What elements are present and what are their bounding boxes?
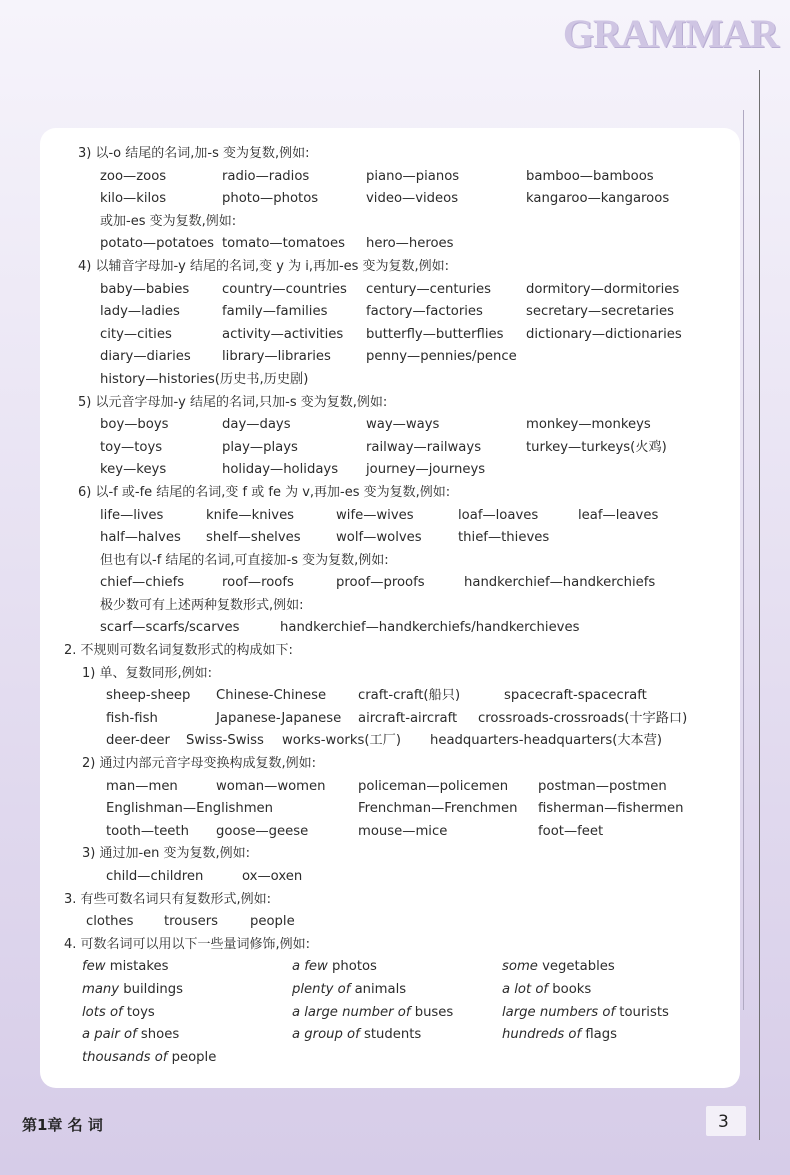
- quantifier-example: [292, 1002, 453, 1025]
- quantifier-word: hundreds of: [502, 1027, 582, 1043]
- plural-example: works-works(工厂): [282, 733, 401, 749]
- noun-word: toys: [122, 1004, 155, 1020]
- plural-example: roof—roofs: [222, 575, 294, 591]
- plural-example: journey—journeys: [366, 462, 486, 478]
- quantifier-example: [502, 979, 591, 1002]
- example-row: [64, 730, 744, 753]
- example-row: [64, 188, 744, 211]
- example-row: [64, 414, 744, 437]
- quantifier-word: some: [502, 959, 538, 975]
- plural-example: city—cities: [100, 326, 172, 342]
- plural-example: half—halves: [100, 530, 181, 546]
- example-row: [64, 279, 744, 302]
- plural-example: child—children: [106, 869, 204, 884]
- noun-word: animals: [350, 981, 407, 997]
- plural-example: policeman—policemen: [358, 778, 509, 794]
- plural-example: chief—chiefs: [100, 575, 185, 591]
- example-row: [64, 979, 744, 1002]
- example-row: [64, 708, 744, 731]
- quantifier-word: plenty of: [292, 981, 351, 997]
- plural-example: piano—pianos: [366, 168, 460, 184]
- page-footer: [0, 1092, 790, 1152]
- noun-word: tourists: [615, 1004, 669, 1020]
- plural-example: scarf—scarfs/scarves: [100, 620, 240, 636]
- rule-text: 4. 可数名词可以用以下一些量词修饰,例如:: [64, 936, 311, 952]
- quantifier-word: a lot of: [502, 981, 549, 997]
- quantifier-example: [82, 1002, 155, 1025]
- plural-example: sheep-sheep: [106, 688, 191, 704]
- plural-example: penny—pennies/pence: [366, 349, 517, 365]
- example-row: [64, 346, 744, 369]
- rule-text: 1) 单、复数同形,例如:: [82, 665, 212, 681]
- rule-text: 4) 以辅音字母加-y 结尾的名词,变 y 为 i,再加-es 变为复数,例如:: [78, 258, 450, 274]
- rule-text: 5) 以元音字母加-y 结尾的名词,只加-s 变为复数,例如:: [78, 394, 388, 410]
- plural-example: dictionary—dictionaries: [526, 326, 682, 342]
- noun-word: photos: [327, 959, 377, 975]
- example-row: [64, 459, 744, 482]
- example-row: [64, 617, 744, 640]
- page-number: 3: [718, 1112, 729, 1132]
- rule-heading: [64, 640, 744, 663]
- plural-example: loaf—loaves: [458, 507, 539, 523]
- quantifier-example: [82, 1024, 179, 1047]
- example-row: [64, 956, 744, 979]
- noun-word: books: [548, 981, 592, 997]
- plural-example: people: [250, 914, 295, 930]
- plural-example: goose—geese: [216, 823, 309, 839]
- rule-heading: [64, 595, 744, 618]
- example-row: [64, 324, 744, 347]
- rule-heading: [64, 392, 744, 415]
- rule-heading: [64, 211, 744, 234]
- plural-example: mouse—mice: [358, 823, 448, 839]
- plural-example: craft-craft(船只): [358, 688, 461, 704]
- noun-word: flags: [581, 1027, 617, 1043]
- plural-example: turkey—turkeys(火鸡): [526, 439, 667, 455]
- example-row: [64, 1024, 744, 1047]
- rule-text: 3. 有些可数名词只有复数形式,例如:: [64, 891, 272, 907]
- plural-example: way—ways: [366, 417, 440, 433]
- plural-example: zoo—zoos: [100, 168, 167, 184]
- quantifier-word: many: [82, 981, 120, 997]
- plural-example: handkerchief—handkerchiefs: [464, 575, 656, 591]
- chapter-label: 第1章 名 词: [22, 1116, 103, 1134]
- plural-example: radio—radios: [222, 168, 310, 184]
- plural-example: aircraft-aircraft: [358, 710, 458, 726]
- quantifier-word: a large number of: [292, 1004, 411, 1020]
- plural-example: fisherman—fishermen: [538, 801, 684, 817]
- example-row: [64, 776, 744, 799]
- plural-example: secretary—secretaries: [526, 304, 674, 320]
- rule-heading: [64, 889, 744, 912]
- plural-example: key—keys: [100, 462, 167, 478]
- example-row: [64, 866, 744, 889]
- example-row: [64, 911, 744, 934]
- plural-example: butterfly—butterflies: [366, 326, 504, 342]
- rule-heading: [64, 482, 744, 505]
- plural-example: railway—railways: [366, 439, 482, 455]
- rule-heading: [64, 843, 744, 866]
- plural-example: trousers: [164, 914, 219, 930]
- example-row: [64, 505, 744, 528]
- plural-example: holiday—holidays: [222, 462, 339, 478]
- plural-example: baby—babies: [100, 281, 190, 297]
- rule-text: 但也有以-f 结尾的名词,可直接加-s 变为复数,例如:: [100, 552, 389, 568]
- plural-example: dormitory—dormitories: [526, 281, 680, 297]
- quantifier-example: [292, 979, 406, 1002]
- rule-text: 6) 以-f 或-fe 结尾的名词,变 f 或 fe 为 v,再加-es 变为复数,例如:: [78, 484, 451, 500]
- quantifier-example: [292, 956, 377, 979]
- example-row: [64, 166, 744, 189]
- brand-title: GRAMMAR: [562, 11, 778, 56]
- quantifier-example: [82, 1047, 216, 1070]
- plural-example: crossroads-crossroads(十字路口): [478, 710, 688, 726]
- quantifier-example: [502, 1024, 617, 1047]
- margin-rule: [759, 70, 760, 1140]
- noun-word: mistakes: [105, 959, 169, 975]
- noun-word: vegetables: [537, 959, 615, 975]
- rule-heading: [64, 753, 744, 776]
- plural-example: toy—toys: [100, 439, 163, 455]
- quantifier-word: large numbers of: [502, 1004, 616, 1020]
- plural-example: library—libraries: [222, 349, 331, 365]
- rule-text: 极少数可有上述两种复数形式,例如:: [100, 597, 304, 613]
- plural-example: tomato—tomatoes: [222, 236, 345, 252]
- plural-example: lady—ladies: [100, 304, 180, 320]
- plural-example: foot—feet: [538, 823, 604, 839]
- example-row: [64, 233, 744, 256]
- example-row: [64, 798, 744, 821]
- plural-example: Frenchman—Frenchmen: [358, 801, 518, 817]
- quantifier-word: thousands of: [82, 1049, 168, 1065]
- example-row: [64, 1047, 744, 1070]
- plural-example: kilo—kilos: [100, 191, 167, 207]
- rule-heading: [64, 663, 744, 686]
- example-row: [64, 527, 744, 550]
- rule-heading: [64, 934, 744, 957]
- plural-example: diary—diaries: [100, 349, 191, 365]
- plural-example: photo—photos: [222, 191, 319, 207]
- example-row: [64, 685, 744, 708]
- quantifier-word: lots of: [82, 1004, 123, 1020]
- plural-example: Swiss-Swiss: [186, 733, 264, 749]
- plural-example: woman—women: [216, 778, 326, 794]
- plural-example: Englishman—Englishmen: [106, 801, 274, 817]
- grammar-content: [64, 143, 744, 1069]
- plural-example: video—videos: [366, 191, 459, 207]
- plural-example: clothes: [86, 914, 134, 930]
- plural-example: fish-fish: [106, 710, 158, 726]
- noun-word: buses: [410, 1004, 454, 1020]
- plural-example: monkey—monkeys: [526, 417, 651, 433]
- plural-example: leaf—leaves: [578, 507, 659, 523]
- quantifier-example: [82, 956, 169, 979]
- plural-example: family—families: [222, 304, 328, 320]
- plural-example: thief—thieves: [458, 530, 550, 546]
- plural-example: postman—postmen: [538, 778, 667, 794]
- rule-text: 3) 通过加-en 变为复数,例如:: [82, 846, 251, 862]
- plural-example: spacecraft-spacecraft: [504, 688, 647, 704]
- rule-text: 2) 通过内部元音字母变换构成复数,例如:: [82, 756, 316, 772]
- quantifier-example: [292, 1024, 421, 1047]
- plural-example: man—men: [106, 778, 178, 794]
- plural-example: boy—boys: [100, 417, 169, 433]
- noun-word: students: [359, 1027, 422, 1043]
- plural-example: tooth—teeth: [106, 823, 189, 839]
- plural-example: wolf—wolves: [336, 530, 422, 546]
- noun-word: shoes: [136, 1027, 180, 1043]
- plural-example: century—centuries: [366, 281, 491, 297]
- noun-word: people: [167, 1049, 217, 1065]
- plural-example: factory—factories: [366, 304, 483, 320]
- quantifier-word: a group of: [292, 1027, 360, 1043]
- plural-example: hero—heroes: [366, 236, 454, 252]
- plural-example: day—days: [222, 417, 291, 433]
- plural-example: shelf—shelves: [206, 530, 301, 546]
- plural-example: ox—oxen: [242, 869, 303, 884]
- plural-example: Japanese-Japanese: [216, 710, 342, 726]
- quantifier-example: [502, 1002, 669, 1025]
- plural-example: kangaroo—kangaroos: [526, 191, 670, 207]
- plural-example: deer-deer: [106, 733, 170, 749]
- example-row: [64, 369, 744, 392]
- plural-example: activity—activities: [222, 326, 344, 342]
- plural-example: proof—proofs: [336, 575, 425, 591]
- rule-heading: [64, 143, 744, 166]
- noun-word: buildings: [119, 981, 183, 997]
- quantifier-example: [502, 956, 615, 979]
- plural-example: knife—knives: [206, 507, 295, 523]
- example-row: [64, 821, 744, 844]
- plural-example: play—plays: [222, 439, 298, 455]
- plural-example: country—countries: [222, 281, 347, 297]
- quantifier-word: a pair of: [82, 1027, 137, 1043]
- plural-example: handkerchief—handkerchiefs/handkerchieves: [280, 620, 580, 636]
- plural-example: Chinese-Chinese: [216, 688, 327, 704]
- rule-text: 或加-es 变为复数,例如:: [100, 213, 237, 229]
- plural-example: bamboo—bamboos: [526, 168, 654, 184]
- plural-example: headquarters-headquarters(大本营): [430, 733, 663, 749]
- rule-text: 2. 不规则可数名词复数形式的构成如下:: [64, 643, 293, 659]
- plural-example: potato—potatoes: [100, 236, 215, 252]
- example-row: [64, 572, 744, 595]
- quantifier-example: [82, 979, 183, 1002]
- example-row: [64, 1002, 744, 1025]
- example-row: [64, 301, 744, 324]
- plural-example: life—lives: [100, 507, 164, 523]
- rule-heading: [64, 256, 744, 279]
- example-row: [64, 437, 744, 460]
- rule-heading: [64, 550, 744, 573]
- rule-text: 3) 以-o 结尾的名词,加-s 变为复数,例如:: [78, 146, 310, 161]
- quantifier-word: a few: [292, 959, 328, 975]
- plural-example: history—histories(历史书,历史剧): [100, 371, 309, 387]
- plural-example: wife—wives: [336, 507, 414, 523]
- quantifier-word: few: [82, 959, 106, 975]
